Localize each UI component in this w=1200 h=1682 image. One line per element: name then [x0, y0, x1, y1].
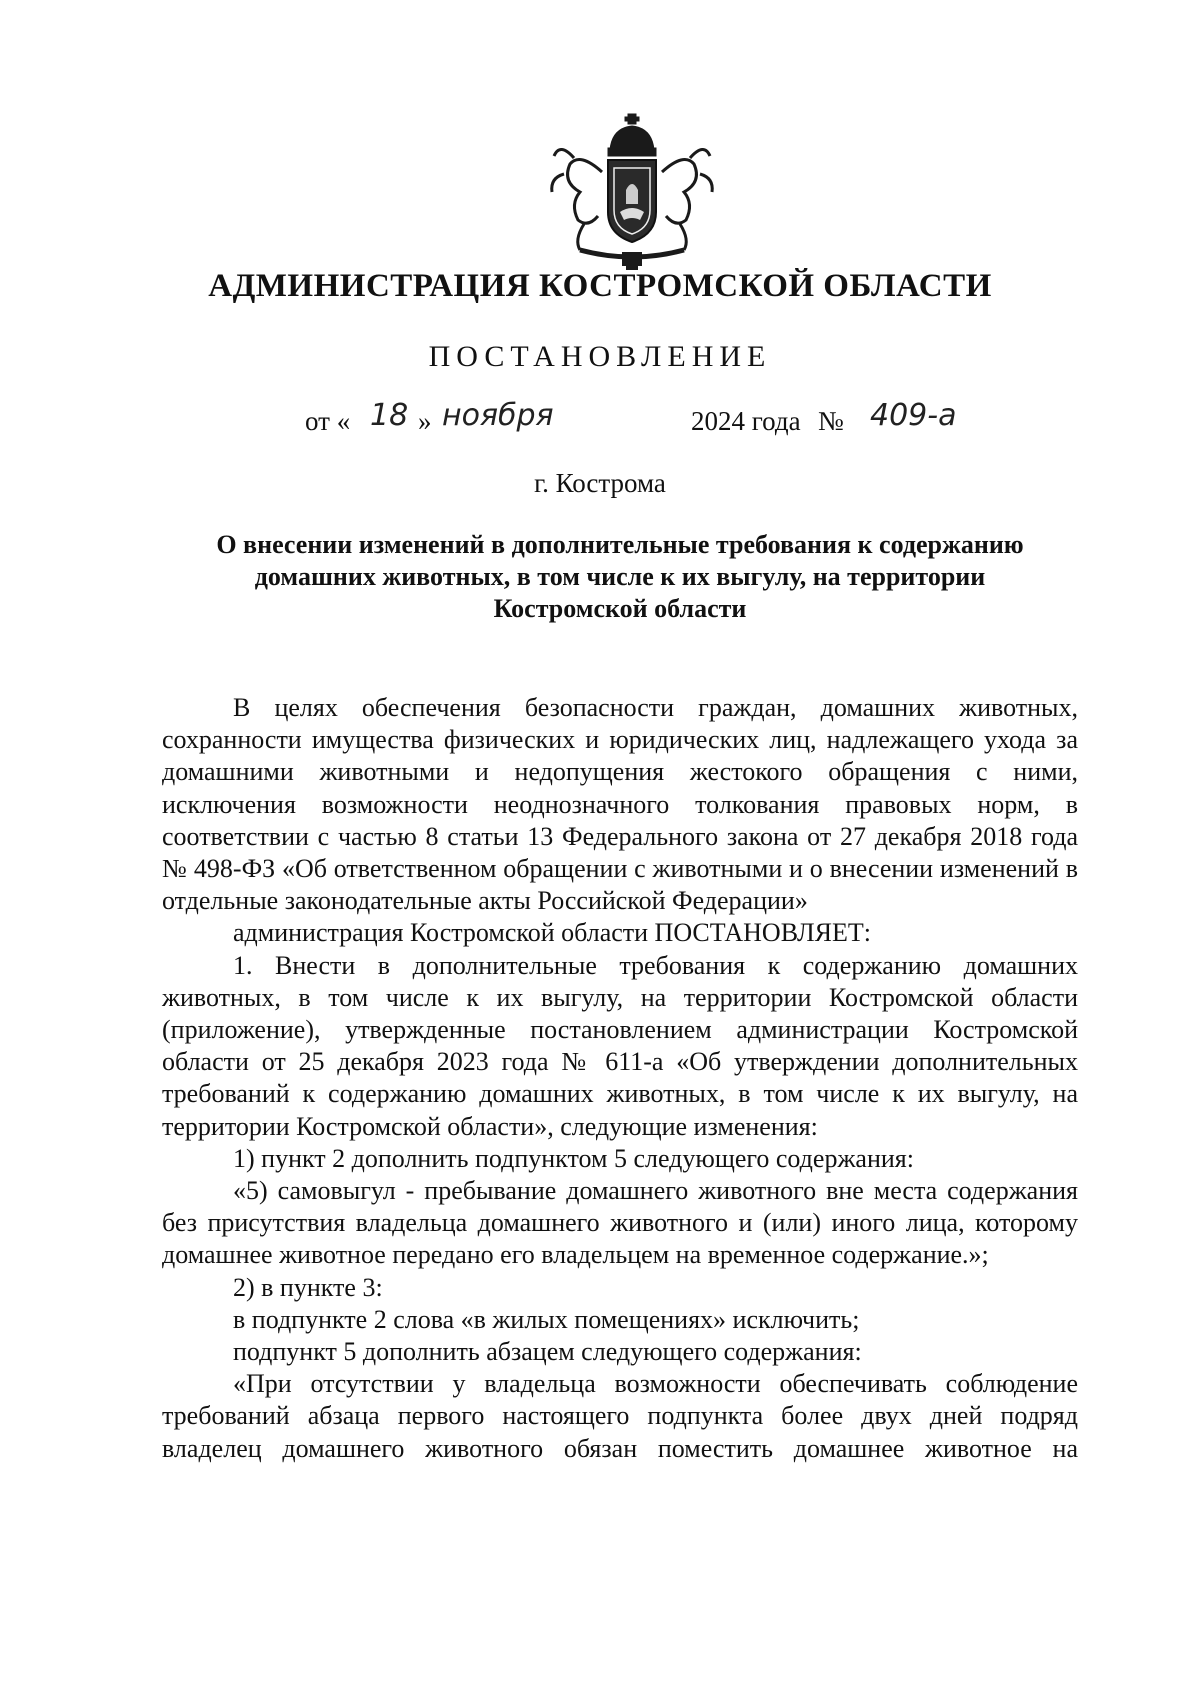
- body-paragraph-preamble: В целях обеспечения безопасности граждан, домашних животных, сохранности имущества физических и юридических лиц, надлежащего ухода за домашними животными и недопущения жестокого обращения с ними, исключения возможности неоднозначного толкования правовых норм, в соответствии с частью 8 статьи 13 Федерального закона от 27 декабря 2018 года № 498-ФЗ «Об ответственном обращении с животными и о внесении изменений в отдельные законодательные акты Российской Федерации»: [162, 693, 1078, 916]
- body-paragraph-quote-5: «5) самовыгул - пребывание домашнего животного вне места содержания без присутствия владельца домашнего животного и (или) иного лица, которому домашнее животное передано его владельцем на временное содержание.»;: [162, 1176, 1078, 1270]
- body-paragraph-resolves: администрация Костромской области ПОСТАНОВЛЯЕТ:: [233, 918, 872, 948]
- subject-line: Костромской области: [493, 594, 747, 623]
- body-paragraph-subpoint-5: подпункт 5 дополнить абзацем следующего содержания:: [233, 1337, 862, 1367]
- date-day-handwritten: 18: [370, 398, 409, 433]
- subject-line: О внесении изменений в дополнительные требования к содержанию: [216, 530, 1024, 559]
- document-number-handwritten: 409-а: [870, 398, 957, 433]
- document-type-title: ПОСТАНОВЛЕНИЕ: [428, 340, 772, 373]
- body-paragraph-item-1: 1. Внести в дополнительные требования к содержанию домашних животных, в том числе к их выгулу, на территории Костромской области (приложение), утвержденные постановлением администрации Костромской области от 25 декабря 2023 года № 611-а «Об утверждении дополнительных требований к содержанию домашних животных, в том числе к их выгулу, на территории Костромской области», следующие изменения:: [162, 950, 1078, 1141]
- city: г. Кострома: [534, 468, 666, 498]
- number-sign: №: [818, 406, 844, 436]
- date-day-close: »: [418, 406, 432, 436]
- subject-line: домашних животных, в том числе к их выгулу, на территории: [254, 562, 986, 591]
- body-paragraph-quote-absence: «При отсутствии у владельца возможности обеспечивать соблюдение требований абзаца первого настоящего подпункта более двух дней подряд владелец домашнего животного обязан поместить домашнее животное на: [162, 1369, 1078, 1463]
- body-paragraph-subitem-2: 2) в пункте 3:: [233, 1272, 383, 1302]
- date-prefix: от «: [305, 406, 351, 436]
- kostroma-region-coat-of-arms-icon: [540, 112, 730, 272]
- body-paragraph-subitem-1: 1) пункт 2 дополнить подпунктом 5 следующего содержания:: [233, 1143, 914, 1173]
- organization-title: АДМИНИСТРАЦИЯ КОСТРОМСКОЙ ОБЛАСТИ: [208, 268, 992, 304]
- document-subject: [180, 529, 1060, 625]
- date-number-line: [0, 398, 1200, 448]
- date-month-handwritten: ноября: [442, 398, 554, 433]
- document-body: [162, 692, 1078, 1465]
- body-paragraph-subpoint-2: в подпункте 2 слова «в жилых помещениях» исключить;: [233, 1304, 860, 1334]
- date-year: 2024 года: [691, 406, 801, 436]
